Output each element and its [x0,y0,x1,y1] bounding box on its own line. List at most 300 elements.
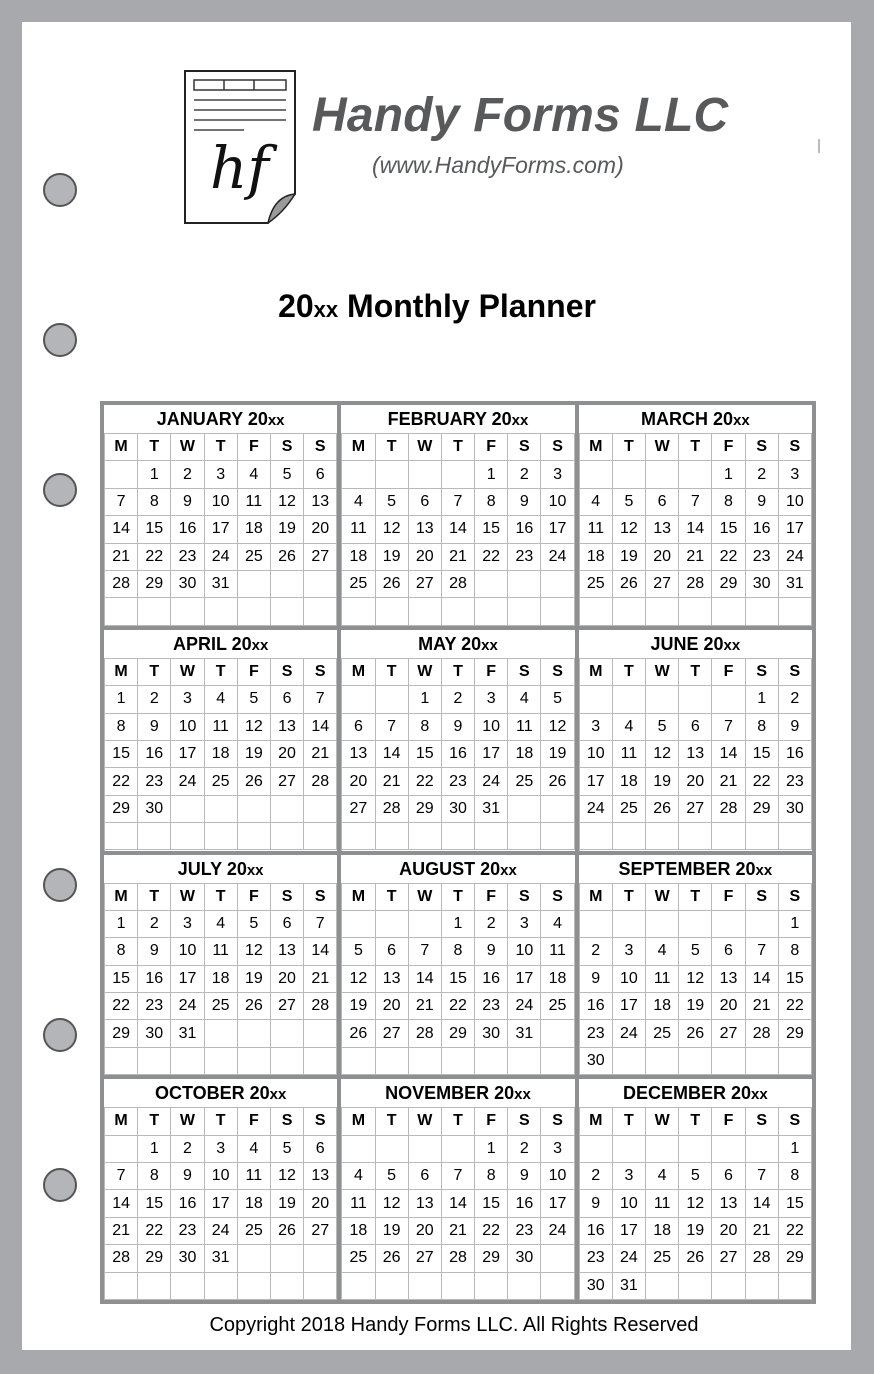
binder-hole [43,323,77,357]
day-cell: 16 [508,516,541,543]
day-cell: 2 [138,911,171,938]
day-cell: 24 [613,1020,646,1047]
day-cell [105,461,138,488]
month-block [341,405,574,626]
weekday-header: W [646,884,679,911]
weekday-header: M [580,884,613,911]
day-cell: 22 [746,768,779,795]
day-cell: 31 [171,1020,204,1047]
day-cell [541,1048,574,1075]
weekday-header: T [442,434,475,461]
day-cell: 7 [746,938,779,965]
day-cell: 13 [646,516,679,543]
day-cell: 15 [475,516,508,543]
month-day-grid [579,883,812,1076]
day-cell: 24 [205,544,238,571]
day-cell [271,598,304,625]
weekday-header: M [342,659,375,686]
day-cell: 23 [138,768,171,795]
day-cell: 30 [171,1245,204,1272]
weekday-header: W [646,434,679,461]
day-cell: 17 [171,966,204,993]
day-cell: 7 [304,911,337,938]
day-cell [508,796,541,823]
day-cell: 26 [376,571,409,598]
month-block [341,1079,574,1300]
day-cell: 23 [508,1218,541,1245]
day-cell: 30 [475,1020,508,1047]
day-cell: 20 [712,1218,745,1245]
day-cell [646,686,679,713]
day-cell: 10 [171,714,204,741]
day-cell: 22 [409,768,442,795]
day-cell: 7 [105,489,138,516]
weekday-header: S [508,884,541,911]
month-name: SEPTEMBER 20 [618,858,756,879]
day-cell: 25 [238,544,271,571]
day-cell [409,598,442,625]
day-cell: 18 [508,741,541,768]
weekday-header: F [475,884,508,911]
day-cell [304,1020,337,1047]
weekday-header: S [779,1108,812,1135]
weekday-header: S [541,434,574,461]
day-cell: 15 [138,1190,171,1217]
day-cell: 22 [475,544,508,571]
month-year-suffix: xx [511,412,529,429]
day-cell [646,1136,679,1163]
weekday-header: S [508,434,541,461]
day-cell: 26 [613,571,646,598]
day-cell [712,1048,745,1075]
day-cell: 8 [779,1163,812,1190]
day-cell [580,1136,613,1163]
day-cell [679,461,712,488]
day-cell: 13 [409,516,442,543]
day-cell: 15 [105,966,138,993]
day-cell: 17 [613,1218,646,1245]
day-cell [271,571,304,598]
day-cell: 20 [712,993,745,1020]
month-title [341,1079,574,1107]
day-cell [171,796,204,823]
day-cell: 27 [646,571,679,598]
day-cell [342,1273,375,1300]
day-cell: 26 [679,1245,712,1272]
day-cell [746,1136,779,1163]
weekday-header: S [271,434,304,461]
day-cell [271,796,304,823]
day-cell [541,1020,574,1047]
day-cell: 1 [442,911,475,938]
day-cell [541,796,574,823]
month-name: JUNE 20 [650,633,724,654]
day-cell: 4 [342,1163,375,1190]
day-cell: 18 [205,966,238,993]
day-cell [376,1048,409,1075]
day-cell [779,598,812,625]
day-cell: 8 [779,938,812,965]
day-cell [646,823,679,850]
day-cell [171,598,204,625]
weekday-header: M [342,1108,375,1135]
day-cell: 1 [409,686,442,713]
day-cell [442,823,475,850]
day-cell: 27 [271,768,304,795]
day-cell: 9 [779,714,812,741]
day-cell: 29 [442,1020,475,1047]
day-cell [779,1273,812,1300]
day-cell: 10 [205,1163,238,1190]
weekday-header: W [171,1108,204,1135]
weekday-header: S [779,884,812,911]
day-cell: 11 [613,741,646,768]
day-cell: 28 [376,796,409,823]
day-cell: 5 [679,938,712,965]
day-cell: 29 [409,796,442,823]
day-cell: 23 [171,544,204,571]
day-cell [679,1273,712,1300]
day-cell: 22 [105,768,138,795]
day-cell: 24 [613,1245,646,1272]
day-cell: 19 [679,1218,712,1245]
day-cell: 30 [138,796,171,823]
day-cell: 29 [138,1245,171,1272]
day-cell: 9 [508,1163,541,1190]
weekday-header: T [376,1108,409,1135]
day-cell: 30 [580,1273,613,1300]
day-cell [171,1273,204,1300]
day-cell [304,823,337,850]
day-cell [409,1136,442,1163]
weekday-header: M [105,884,138,911]
day-cell [746,598,779,625]
month-title [579,855,812,883]
day-cell: 9 [138,714,171,741]
day-cell: 20 [304,1190,337,1217]
day-cell: 16 [171,516,204,543]
day-cell: 6 [409,1163,442,1190]
day-cell: 24 [541,544,574,571]
day-cell [613,598,646,625]
day-cell: 25 [342,1245,375,1272]
day-cell: 4 [646,1163,679,1190]
day-cell [271,1020,304,1047]
day-cell: 1 [138,1136,171,1163]
day-cell: 15 [779,966,812,993]
day-cell [238,571,271,598]
month-title [104,855,337,883]
month-year-suffix: xx [514,1086,531,1104]
day-cell: 5 [376,489,409,516]
day-cell: 6 [271,911,304,938]
day-cell: 23 [138,993,171,1020]
day-cell [646,1273,679,1300]
weekday-header: S [304,884,337,911]
weekday-header: S [304,659,337,686]
day-cell [613,1048,646,1075]
day-cell: 14 [304,714,337,741]
day-cell [580,911,613,938]
day-cell: 9 [138,938,171,965]
day-cell: 17 [508,966,541,993]
day-cell: 19 [271,1190,304,1217]
day-cell [679,1048,712,1075]
day-cell: 23 [508,544,541,571]
day-cell: 26 [271,544,304,571]
day-cell [541,571,574,598]
day-cell [475,598,508,625]
day-cell: 29 [712,571,745,598]
day-cell: 1 [475,1136,508,1163]
month-block [104,405,337,626]
day-cell: 30 [580,1048,613,1075]
day-cell: 22 [138,544,171,571]
month-name: OCTOBER 20 [154,1083,270,1104]
day-cell: 31 [508,1020,541,1047]
day-cell: 6 [679,714,712,741]
weekday-header: W [409,434,442,461]
day-cell [304,1048,337,1075]
day-cell [271,1273,304,1300]
title-year: 20 [278,288,314,324]
day-cell: 23 [779,768,812,795]
day-cell: 31 [475,796,508,823]
day-cell: 8 [475,1163,508,1190]
day-cell: 28 [105,571,138,598]
day-cell [304,1273,337,1300]
day-cell: 14 [409,966,442,993]
day-cell: 28 [442,571,475,598]
day-cell: 6 [342,714,375,741]
weekday-header: T [679,659,712,686]
day-cell: 5 [376,1163,409,1190]
day-cell: 3 [171,686,204,713]
weekday-header: W [409,884,442,911]
weekday-header: S [508,659,541,686]
day-cell [613,911,646,938]
day-cell: 17 [475,741,508,768]
month-name: DECEMBER 20 [622,1083,751,1104]
day-cell: 22 [475,1218,508,1245]
month-year-suffix: xx [481,636,498,654]
weekday-header: W [171,659,204,686]
day-cell [409,1048,442,1075]
day-cell [205,1273,238,1300]
day-cell: 1 [712,461,745,488]
day-cell: 8 [475,489,508,516]
day-cell: 14 [746,1190,779,1217]
day-cell [205,1020,238,1047]
month-day-grid [341,1107,574,1300]
day-cell: 12 [376,516,409,543]
day-cell: 2 [442,686,475,713]
day-cell: 19 [271,516,304,543]
day-cell: 5 [342,938,375,965]
day-cell: 11 [205,714,238,741]
month-day-grid [104,658,337,851]
day-cell: 3 [613,1163,646,1190]
day-cell: 4 [646,938,679,965]
weekday-header: T [679,434,712,461]
day-cell [238,1273,271,1300]
weekday-header: T [205,434,238,461]
day-cell [138,1048,171,1075]
day-cell: 13 [409,1190,442,1217]
weekday-header: S [304,434,337,461]
day-cell [580,823,613,850]
month-year-suffix: xx [269,1086,287,1104]
day-cell [613,686,646,713]
day-cell [679,823,712,850]
day-cell: 4 [613,714,646,741]
day-cell [712,823,745,850]
day-cell: 9 [580,966,613,993]
day-cell: 20 [342,768,375,795]
day-cell [376,598,409,625]
day-cell: 3 [205,461,238,488]
weekday-header: T [138,1108,171,1135]
day-cell: 18 [541,966,574,993]
day-cell [746,1273,779,1300]
day-cell [541,823,574,850]
weekday-header: M [105,659,138,686]
day-cell [342,1136,375,1163]
weekday-header: T [205,1108,238,1135]
weekday-header: T [613,434,646,461]
title-label: Monthly Planner [347,288,596,324]
day-cell: 21 [376,768,409,795]
day-cell: 14 [712,741,745,768]
day-cell: 5 [271,1136,304,1163]
day-cell: 20 [271,966,304,993]
weekday-header: T [442,884,475,911]
day-cell: 5 [238,686,271,713]
day-cell: 17 [613,993,646,1020]
day-cell: 24 [171,768,204,795]
day-cell [541,598,574,625]
day-cell: 6 [376,938,409,965]
title-year-suffix: xx [313,297,339,322]
day-cell: 3 [613,938,646,965]
day-cell: 9 [171,1163,204,1190]
day-cell: 5 [238,911,271,938]
month-block [579,630,812,851]
binder-hole [43,868,77,902]
day-cell: 4 [238,461,271,488]
day-cell [105,1136,138,1163]
day-cell: 3 [580,714,613,741]
day-cell: 28 [679,571,712,598]
day-cell: 30 [171,571,204,598]
day-cell: 15 [105,741,138,768]
day-cell [105,1048,138,1075]
day-cell: 11 [646,1190,679,1217]
day-cell [442,1136,475,1163]
day-cell [746,1048,779,1075]
day-cell: 3 [171,911,204,938]
day-cell: 11 [238,1163,271,1190]
day-cell: 26 [238,768,271,795]
day-cell: 3 [541,461,574,488]
day-cell [205,796,238,823]
day-cell: 10 [475,714,508,741]
day-cell: 14 [679,516,712,543]
day-cell: 9 [171,489,204,516]
day-cell [475,823,508,850]
month-name: AUGUST 20 [399,858,501,879]
day-cell: 18 [342,544,375,571]
day-cell: 11 [342,1190,375,1217]
day-cell: 12 [271,489,304,516]
day-cell: 16 [442,741,475,768]
day-cell: 23 [171,1218,204,1245]
day-cell: 25 [238,1218,271,1245]
day-cell [304,571,337,598]
weekday-header: W [409,1108,442,1135]
weekday-header: S [271,884,304,911]
month-name: JULY 20 [177,858,247,879]
day-cell: 4 [508,686,541,713]
day-cell: 28 [442,1245,475,1272]
day-cell: 30 [779,796,812,823]
day-cell [342,598,375,625]
tick-mark [818,139,820,153]
day-cell: 2 [746,461,779,488]
day-cell: 1 [746,686,779,713]
day-cell: 3 [779,461,812,488]
day-cell: 13 [304,1163,337,1190]
day-cell [712,911,745,938]
day-cell: 27 [712,1245,745,1272]
month-title [341,405,574,433]
day-cell [238,598,271,625]
day-cell: 22 [138,1218,171,1245]
day-cell: 16 [475,966,508,993]
day-cell: 12 [646,741,679,768]
month-name: FEBRUARY 20 [387,409,512,429]
month-name: MARCH 20 [640,409,733,429]
day-cell: 29 [779,1245,812,1272]
day-cell: 8 [409,714,442,741]
day-cell: 18 [580,544,613,571]
day-cell: 18 [613,768,646,795]
month-day-grid [341,433,574,626]
month-title [341,855,574,883]
day-cell: 16 [746,516,779,543]
day-cell: 13 [271,714,304,741]
weekday-header: M [580,1108,613,1135]
day-cell: 4 [342,489,375,516]
day-cell: 13 [342,741,375,768]
day-cell: 22 [712,544,745,571]
day-cell: 21 [304,741,337,768]
day-cell: 30 [138,1020,171,1047]
weekday-header: W [409,659,442,686]
day-cell: 20 [376,993,409,1020]
day-cell: 16 [171,1190,204,1217]
day-cell [342,686,375,713]
month-block [104,630,337,851]
day-cell [238,796,271,823]
day-cell [105,823,138,850]
day-cell: 15 [475,1190,508,1217]
month-block [104,1079,337,1300]
day-cell: 12 [613,516,646,543]
day-cell [376,1136,409,1163]
day-cell: 4 [580,489,613,516]
day-cell: 30 [508,1245,541,1272]
